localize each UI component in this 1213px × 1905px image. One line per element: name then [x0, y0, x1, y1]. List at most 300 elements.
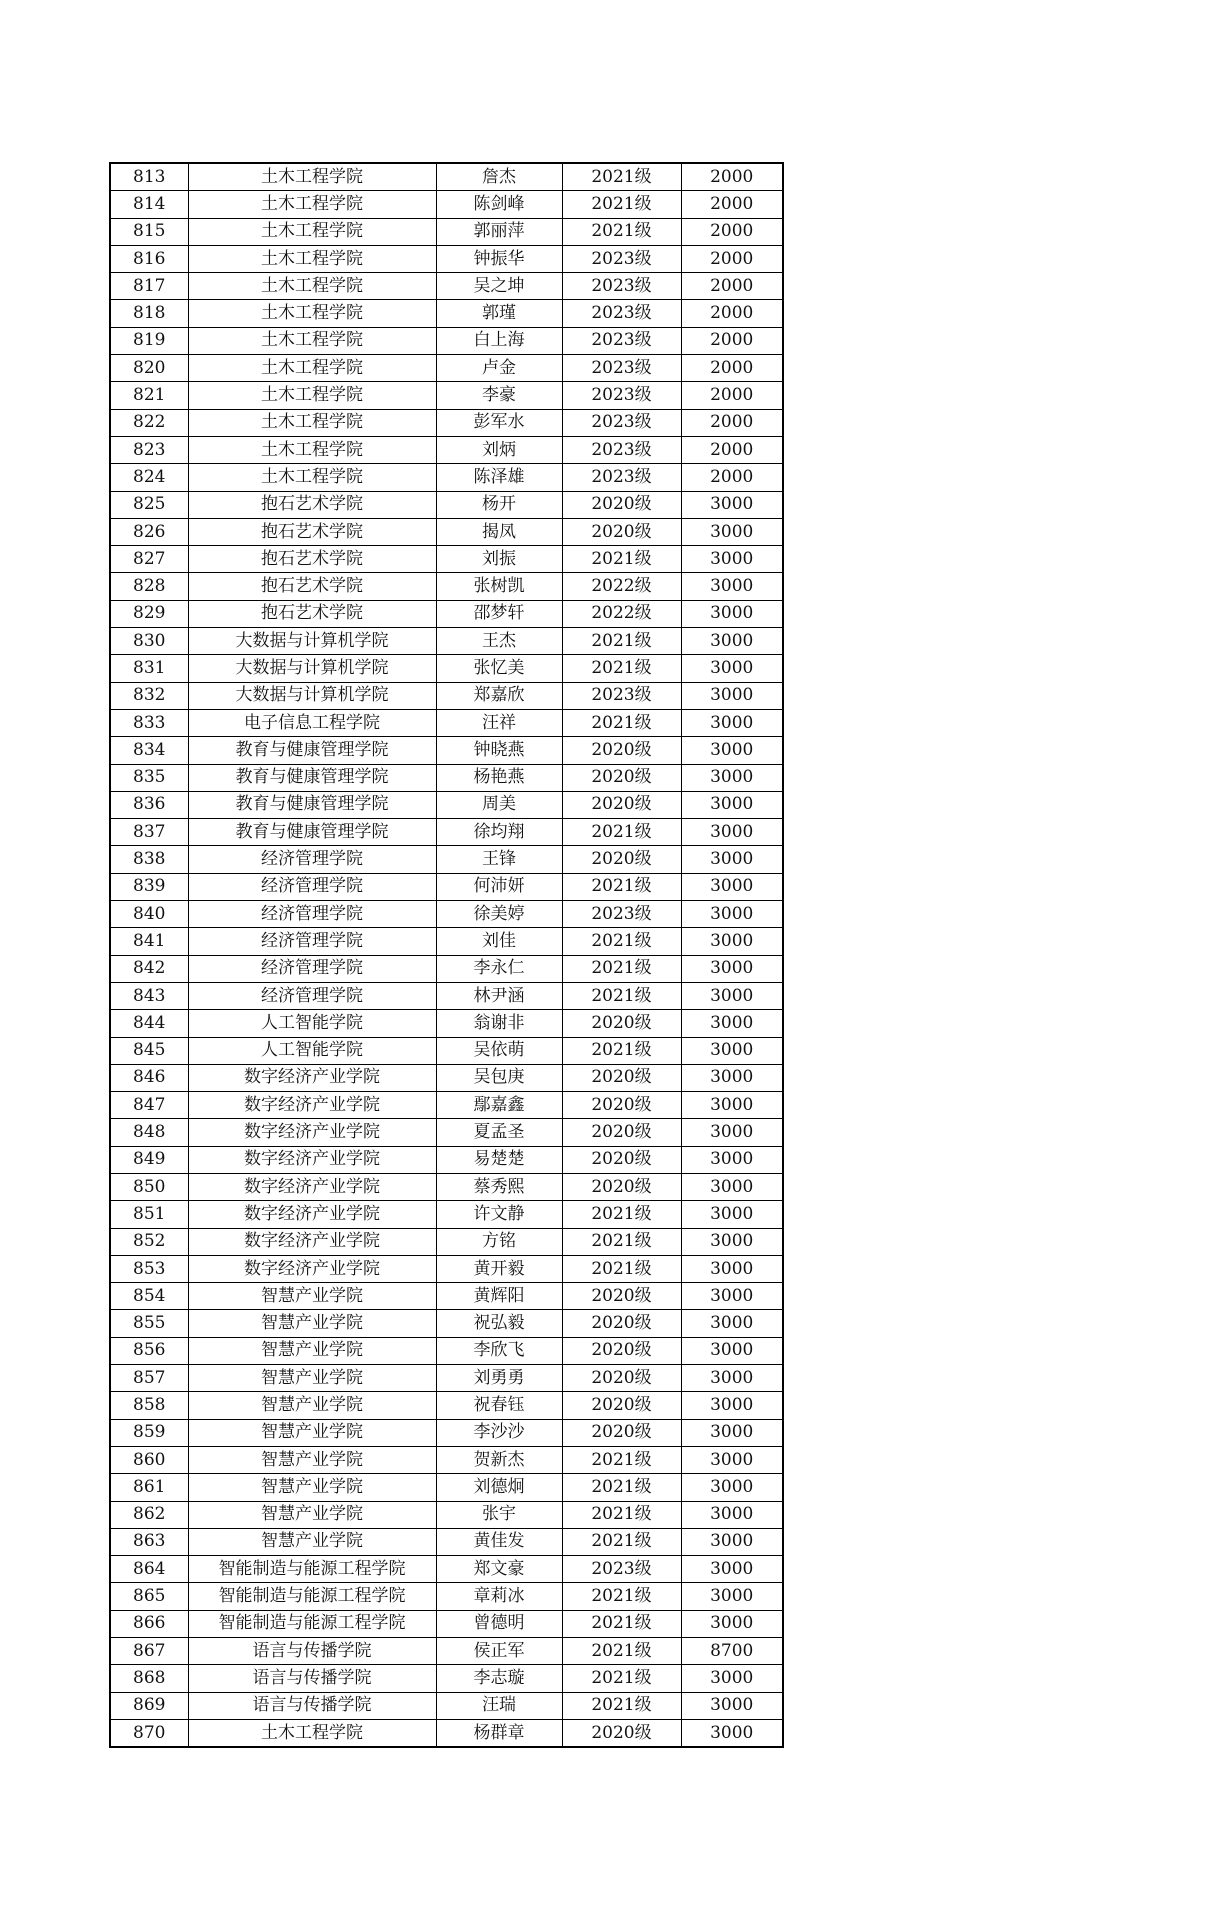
college-cell: 土木工程学院 [188, 382, 436, 409]
amount-cell: 2000 [681, 327, 783, 354]
student-name-cell: 王锋 [436, 846, 562, 873]
table-row [110, 928, 783, 955]
student-name-cell: 汪祥 [436, 709, 562, 736]
table-row [110, 1010, 783, 1037]
student-name-cell: 方铭 [436, 1228, 562, 1255]
college-cell: 智慧产业学院 [188, 1337, 436, 1364]
grade-cell: 2021级 [562, 1474, 681, 1501]
grade-cell: 2020级 [562, 1092, 681, 1119]
amount-cell: 3000 [681, 1692, 783, 1719]
grade-cell: 2023级 [562, 245, 681, 272]
table-row [110, 1556, 783, 1583]
row-number-cell: 833 [110, 709, 188, 736]
grade-cell: 2023级 [562, 300, 681, 327]
table-row [110, 436, 783, 463]
student-name-cell: 许文静 [436, 1201, 562, 1228]
amount-cell: 3000 [681, 1583, 783, 1610]
amount-cell: 3000 [681, 1665, 783, 1692]
amount-cell: 3000 [681, 1092, 783, 1119]
amount-cell: 3000 [681, 1446, 783, 1473]
college-cell: 智慧产业学院 [188, 1501, 436, 1528]
grade-cell: 2021级 [562, 1255, 681, 1282]
student-name-cell: 章莉冰 [436, 1583, 562, 1610]
college-cell: 电子信息工程学院 [188, 709, 436, 736]
college-cell: 智慧产业学院 [188, 1446, 436, 1473]
row-number-cell: 854 [110, 1283, 188, 1310]
grade-cell: 2020级 [562, 1419, 681, 1446]
row-number-cell: 862 [110, 1501, 188, 1528]
row-number-cell: 844 [110, 1010, 188, 1037]
table-row [110, 1446, 783, 1473]
college-cell: 数字经济产业学院 [188, 1064, 436, 1091]
row-number-cell: 838 [110, 846, 188, 873]
row-number-cell: 868 [110, 1665, 188, 1692]
row-number-cell: 834 [110, 737, 188, 764]
row-number-cell: 842 [110, 955, 188, 982]
college-cell: 数字经济产业学院 [188, 1146, 436, 1173]
amount-cell: 2000 [681, 245, 783, 272]
table-row [110, 1310, 783, 1337]
student-name-cell: 杨群章 [436, 1719, 562, 1747]
student-name-cell: 夏孟圣 [436, 1119, 562, 1146]
row-number-cell: 846 [110, 1064, 188, 1091]
amount-cell: 3000 [681, 628, 783, 655]
amount-cell: 3000 [681, 764, 783, 791]
college-cell: 智慧产业学院 [188, 1283, 436, 1310]
student-name-cell: 郑文豪 [436, 1556, 562, 1583]
student-name-cell: 周美 [436, 791, 562, 818]
grade-cell: 2020级 [562, 764, 681, 791]
table-row [110, 245, 783, 272]
amount-cell: 3000 [681, 928, 783, 955]
student-name-cell: 汪瑞 [436, 1692, 562, 1719]
amount-cell: 3000 [681, 1610, 783, 1637]
college-cell: 抱石艺术学院 [188, 546, 436, 573]
table-row [110, 764, 783, 791]
row-number-cell: 821 [110, 382, 188, 409]
amount-cell: 3000 [681, 655, 783, 682]
table-row [110, 355, 783, 382]
row-number-cell: 819 [110, 327, 188, 354]
amount-cell: 3000 [681, 1419, 783, 1446]
table-row [110, 1638, 783, 1665]
amount-cell: 3000 [681, 1228, 783, 1255]
college-cell: 大数据与计算机学院 [188, 655, 436, 682]
college-cell: 数字经济产业学院 [188, 1255, 436, 1282]
row-number-cell: 815 [110, 218, 188, 245]
student-name-cell: 王杰 [436, 628, 562, 655]
grade-cell: 2023级 [562, 327, 681, 354]
table-row [110, 573, 783, 600]
college-cell: 人工智能学院 [188, 1010, 436, 1037]
table-row [110, 873, 783, 900]
row-number-cell: 849 [110, 1146, 188, 1173]
row-number-cell: 870 [110, 1719, 188, 1747]
student-name-cell: 郑嘉欣 [436, 682, 562, 709]
grade-cell: 2020级 [562, 791, 681, 818]
amount-cell: 2000 [681, 464, 783, 491]
table-row [110, 628, 783, 655]
student-name-cell: 徐均翔 [436, 819, 562, 846]
table-row [110, 791, 783, 818]
student-name-cell: 张树凯 [436, 573, 562, 600]
amount-cell: 3000 [681, 873, 783, 900]
student-name-cell: 贺新杰 [436, 1446, 562, 1473]
amount-cell: 3000 [681, 682, 783, 709]
student-name-cell: 鄢嘉鑫 [436, 1092, 562, 1119]
table-row [110, 464, 783, 491]
college-cell: 大数据与计算机学院 [188, 682, 436, 709]
college-cell: 土木工程学院 [188, 273, 436, 300]
table-row [110, 600, 783, 627]
row-number-cell: 828 [110, 573, 188, 600]
amount-cell: 3000 [681, 1064, 783, 1091]
student-name-cell: 陈泽雄 [436, 464, 562, 491]
amount-cell: 3000 [681, 1201, 783, 1228]
amount-cell: 3000 [681, 1365, 783, 1392]
grade-cell: 2023级 [562, 901, 681, 928]
college-cell: 土木工程学院 [188, 409, 436, 436]
college-cell: 数字经济产业学院 [188, 1092, 436, 1119]
amount-cell: 3000 [681, 709, 783, 736]
student-name-cell: 李欣飞 [436, 1337, 562, 1364]
row-number-cell: 835 [110, 764, 188, 791]
row-number-cell: 863 [110, 1528, 188, 1555]
college-cell: 抱石艺术学院 [188, 518, 436, 545]
college-cell: 数字经济产业学院 [188, 1228, 436, 1255]
student-name-cell: 刘佳 [436, 928, 562, 955]
row-number-cell: 832 [110, 682, 188, 709]
student-name-cell: 黄佳发 [436, 1528, 562, 1555]
table-row [110, 1064, 783, 1091]
college-cell: 数字经济产业学院 [188, 1119, 436, 1146]
student-name-cell: 李永仁 [436, 955, 562, 982]
amount-cell: 3000 [681, 1310, 783, 1337]
college-cell: 智慧产业学院 [188, 1528, 436, 1555]
amount-cell: 3000 [681, 791, 783, 818]
grade-cell: 2023级 [562, 436, 681, 463]
row-number-cell: 858 [110, 1392, 188, 1419]
college-cell: 抱石艺术学院 [188, 573, 436, 600]
grade-cell: 2021级 [562, 1501, 681, 1528]
grade-cell: 2020级 [562, 1365, 681, 1392]
row-number-cell: 820 [110, 355, 188, 382]
table-row [110, 1365, 783, 1392]
amount-cell: 2000 [681, 382, 783, 409]
table-row [110, 1392, 783, 1419]
amount-cell: 3000 [681, 518, 783, 545]
grade-cell: 2021级 [562, 955, 681, 982]
student-name-cell: 黄开毅 [436, 1255, 562, 1282]
row-number-cell: 825 [110, 491, 188, 518]
college-cell: 土木工程学院 [188, 300, 436, 327]
table-row [110, 1173, 783, 1200]
row-number-cell: 836 [110, 791, 188, 818]
row-number-cell: 859 [110, 1419, 188, 1446]
table-row [110, 1201, 783, 1228]
amount-cell: 3000 [681, 819, 783, 846]
amount-cell: 3000 [681, 1255, 783, 1282]
row-number-cell: 845 [110, 1037, 188, 1064]
row-number-cell: 817 [110, 273, 188, 300]
grade-cell: 2021级 [562, 1228, 681, 1255]
table-body [110, 163, 783, 1747]
college-cell: 智慧产业学院 [188, 1419, 436, 1446]
amount-cell: 3000 [681, 1283, 783, 1310]
amount-cell: 3000 [681, 737, 783, 764]
grade-cell: 2021级 [562, 1528, 681, 1555]
table-row [110, 382, 783, 409]
grade-cell: 2020级 [562, 737, 681, 764]
grade-cell: 2021级 [562, 982, 681, 1009]
college-cell: 经济管理学院 [188, 955, 436, 982]
college-cell: 经济管理学院 [188, 846, 436, 873]
student-name-cell: 卢金 [436, 355, 562, 382]
table-row [110, 982, 783, 1009]
amount-cell: 3000 [681, 1501, 783, 1528]
table-row [110, 737, 783, 764]
table-row [110, 1255, 783, 1282]
row-number-cell: 813 [110, 163, 188, 191]
college-cell: 数字经济产业学院 [188, 1173, 436, 1200]
college-cell: 土木工程学院 [188, 327, 436, 354]
student-name-cell: 林尹涵 [436, 982, 562, 1009]
grade-cell: 2020级 [562, 1310, 681, 1337]
college-cell: 土木工程学院 [188, 191, 436, 218]
row-number-cell: 853 [110, 1255, 188, 1282]
row-number-cell: 839 [110, 873, 188, 900]
grade-cell: 2021级 [562, 1201, 681, 1228]
grade-cell: 2021级 [562, 873, 681, 900]
college-cell: 语言与传播学院 [188, 1665, 436, 1692]
grade-cell: 2023级 [562, 409, 681, 436]
grade-cell: 2020级 [562, 1119, 681, 1146]
grade-cell: 2022级 [562, 573, 681, 600]
college-cell: 智能制造与能源工程学院 [188, 1583, 436, 1610]
grade-cell: 2020级 [562, 491, 681, 518]
student-name-cell: 李志璇 [436, 1665, 562, 1692]
student-name-cell: 吴包庚 [436, 1064, 562, 1091]
row-number-cell: 814 [110, 191, 188, 218]
amount-cell: 2000 [681, 409, 783, 436]
amount-cell: 2000 [681, 436, 783, 463]
row-number-cell: 822 [110, 409, 188, 436]
student-name-cell: 刘炳 [436, 436, 562, 463]
college-cell: 智能制造与能源工程学院 [188, 1610, 436, 1637]
student-name-cell: 徐美婷 [436, 901, 562, 928]
amount-cell: 2000 [681, 163, 783, 191]
row-number-cell: 869 [110, 1692, 188, 1719]
table-row [110, 409, 783, 436]
row-number-cell: 864 [110, 1556, 188, 1583]
amount-cell: 3000 [681, 573, 783, 600]
student-name-cell: 刘勇勇 [436, 1365, 562, 1392]
student-name-cell: 詹杰 [436, 163, 562, 191]
student-name-cell: 白上海 [436, 327, 562, 354]
table-row [110, 1692, 783, 1719]
student-name-cell: 郭瑾 [436, 300, 562, 327]
row-number-cell: 837 [110, 819, 188, 846]
grade-cell: 2021级 [562, 1446, 681, 1473]
student-name-cell: 祝春钰 [436, 1392, 562, 1419]
student-name-cell: 李豪 [436, 382, 562, 409]
grade-cell: 2023级 [562, 382, 681, 409]
grade-cell: 2021级 [562, 709, 681, 736]
grade-cell: 2021级 [562, 1583, 681, 1610]
amount-cell: 3000 [681, 546, 783, 573]
grade-cell: 2021级 [562, 1610, 681, 1637]
table-row [110, 1528, 783, 1555]
table-row [110, 191, 783, 218]
grade-cell: 2020级 [562, 1337, 681, 1364]
row-number-cell: 857 [110, 1365, 188, 1392]
row-number-cell: 850 [110, 1173, 188, 1200]
table-row [110, 682, 783, 709]
amount-cell: 3000 [681, 846, 783, 873]
amount-cell: 3000 [681, 955, 783, 982]
college-cell: 土木工程学院 [188, 464, 436, 491]
table-row [110, 327, 783, 354]
grade-cell: 2023级 [562, 1556, 681, 1583]
table-row [110, 1146, 783, 1173]
college-cell: 经济管理学院 [188, 873, 436, 900]
row-number-cell: 847 [110, 1092, 188, 1119]
grade-cell: 2021级 [562, 191, 681, 218]
award-list-table [109, 162, 784, 1748]
row-number-cell: 818 [110, 300, 188, 327]
student-name-cell: 黄辉阳 [436, 1283, 562, 1310]
grade-cell: 2020级 [562, 1283, 681, 1310]
table-row [110, 1092, 783, 1119]
grade-cell: 2020级 [562, 1392, 681, 1419]
college-cell: 经济管理学院 [188, 982, 436, 1009]
student-name-cell: 刘振 [436, 546, 562, 573]
amount-cell: 2000 [681, 191, 783, 218]
grade-cell: 2021级 [562, 1037, 681, 1064]
row-number-cell: 855 [110, 1310, 188, 1337]
college-cell: 人工智能学院 [188, 1037, 436, 1064]
row-number-cell: 827 [110, 546, 188, 573]
row-number-cell: 851 [110, 1201, 188, 1228]
table-row [110, 546, 783, 573]
college-cell: 土木工程学院 [188, 163, 436, 191]
table-row [110, 273, 783, 300]
amount-cell: 2000 [681, 273, 783, 300]
student-name-cell: 钟振华 [436, 245, 562, 272]
student-name-cell: 曾德明 [436, 1610, 562, 1637]
grade-cell: 2021级 [562, 1665, 681, 1692]
table-row [110, 1719, 783, 1747]
table-row [110, 218, 783, 245]
grade-cell: 2020级 [562, 1146, 681, 1173]
row-number-cell: 831 [110, 655, 188, 682]
college-cell: 抱石艺术学院 [188, 600, 436, 627]
student-name-cell: 何沛妍 [436, 873, 562, 900]
grade-cell: 2021级 [562, 1638, 681, 1665]
college-cell: 抱石艺术学院 [188, 491, 436, 518]
amount-cell: 3000 [681, 982, 783, 1009]
grade-cell: 2021级 [562, 655, 681, 682]
student-name-cell: 侯正军 [436, 1638, 562, 1665]
student-name-cell: 蔡秀熙 [436, 1173, 562, 1200]
student-name-cell: 揭凤 [436, 518, 562, 545]
amount-cell: 3000 [681, 1556, 783, 1583]
table-row [110, 1283, 783, 1310]
table-row [110, 1119, 783, 1146]
amount-cell: 8700 [681, 1638, 783, 1665]
amount-cell: 3000 [681, 1474, 783, 1501]
grade-cell: 2021级 [562, 928, 681, 955]
college-cell: 智能制造与能源工程学院 [188, 1556, 436, 1583]
row-number-cell: 824 [110, 464, 188, 491]
college-cell: 智慧产业学院 [188, 1310, 436, 1337]
table-row [110, 1501, 783, 1528]
row-number-cell: 840 [110, 901, 188, 928]
grade-cell: 2020级 [562, 518, 681, 545]
grade-cell: 2020级 [562, 1173, 681, 1200]
grade-cell: 2021级 [562, 218, 681, 245]
row-number-cell: 826 [110, 518, 188, 545]
amount-cell: 2000 [681, 355, 783, 382]
grade-cell: 2020级 [562, 1719, 681, 1747]
table-row [110, 300, 783, 327]
amount-cell: 3000 [681, 1528, 783, 1555]
row-number-cell: 816 [110, 245, 188, 272]
row-number-cell: 852 [110, 1228, 188, 1255]
table-row [110, 1665, 783, 1692]
table-row [110, 1610, 783, 1637]
table-row [110, 1337, 783, 1364]
student-name-cell: 祝弘毅 [436, 1310, 562, 1337]
amount-cell: 3000 [681, 1392, 783, 1419]
amount-cell: 3000 [681, 600, 783, 627]
college-cell: 土木工程学院 [188, 218, 436, 245]
student-name-cell: 杨开 [436, 491, 562, 518]
grade-cell: 2021级 [562, 546, 681, 573]
table-row [110, 163, 783, 191]
college-cell: 语言与传播学院 [188, 1638, 436, 1665]
table-row [110, 819, 783, 846]
college-cell: 土木工程学院 [188, 436, 436, 463]
table-row [110, 1583, 783, 1610]
grade-cell: 2021级 [562, 819, 681, 846]
amount-cell: 3000 [681, 1146, 783, 1173]
student-name-cell: 杨艳燕 [436, 764, 562, 791]
college-cell: 教育与健康管理学院 [188, 819, 436, 846]
amount-cell: 2000 [681, 300, 783, 327]
grade-cell: 2021级 [562, 163, 681, 191]
student-name-cell: 张宇 [436, 1501, 562, 1528]
row-number-cell: 843 [110, 982, 188, 1009]
table-row [110, 955, 783, 982]
grade-cell: 2021级 [562, 1692, 681, 1719]
row-number-cell: 861 [110, 1474, 188, 1501]
row-number-cell: 841 [110, 928, 188, 955]
grade-cell: 2023级 [562, 682, 681, 709]
student-name-cell: 张忆美 [436, 655, 562, 682]
student-name-cell: 翁谢非 [436, 1010, 562, 1037]
college-cell: 智慧产业学院 [188, 1392, 436, 1419]
student-name-cell: 陈剑峰 [436, 191, 562, 218]
row-number-cell: 829 [110, 600, 188, 627]
college-cell: 大数据与计算机学院 [188, 628, 436, 655]
college-cell: 语言与传播学院 [188, 1692, 436, 1719]
grade-cell: 2023级 [562, 355, 681, 382]
student-name-cell: 李沙沙 [436, 1419, 562, 1446]
college-cell: 经济管理学院 [188, 901, 436, 928]
grade-cell: 2020级 [562, 1010, 681, 1037]
table-row [110, 846, 783, 873]
